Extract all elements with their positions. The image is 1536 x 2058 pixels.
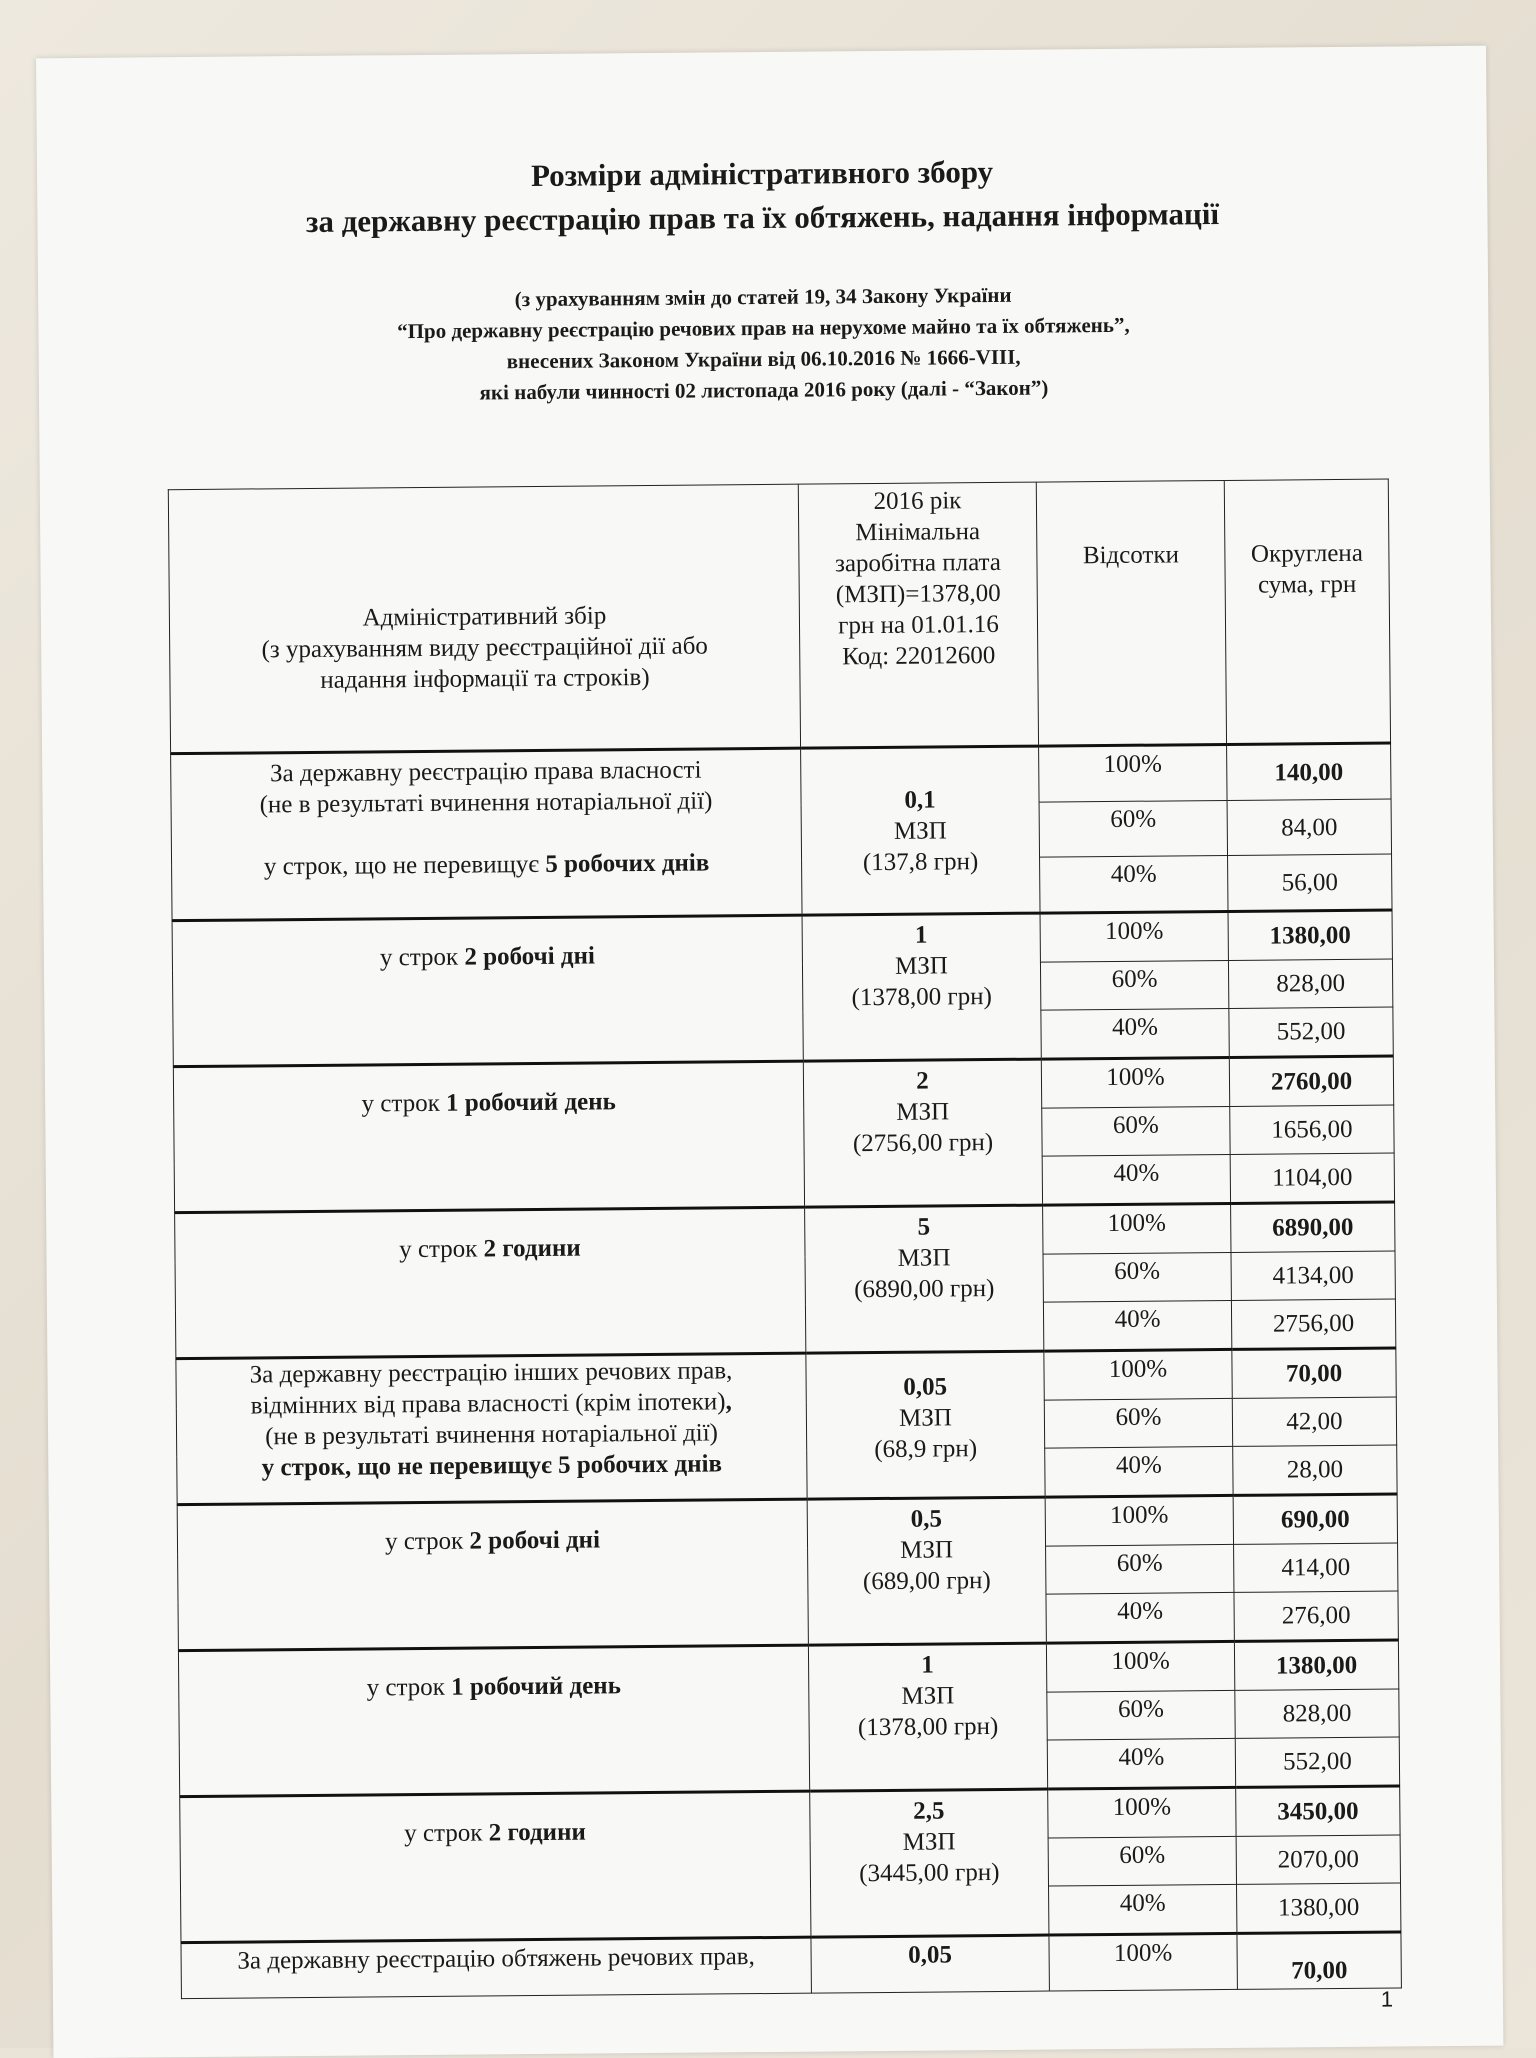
fees-table <box>168 479 1402 2000</box>
mzp-multiplier: 2 <box>916 1067 929 1095</box>
amount-cell: 70,00 <box>1237 1932 1401 1989</box>
percent-cell: 40% <box>1041 1008 1229 1059</box>
description-deadline: 1 робочий день <box>451 1672 621 1701</box>
amount-cell: 1656,00 <box>1230 1105 1394 1154</box>
group-mzp <box>811 1935 1049 1993</box>
percent-cell: 40% <box>1046 1592 1234 1643</box>
amount-cell: 1380,00 <box>1228 910 1392 960</box>
subtitle-line2: “Про державну реєстрацію речових прав на нерухоме майно та їх обтяжень”, <box>397 312 1130 344</box>
amount-cell: 2070,00 <box>1236 1835 1400 1884</box>
header-fee-type-line2: (з урахуванням виду реєстраційної дії або <box>261 631 708 663</box>
group-mzp <box>810 1789 1049 1937</box>
mzp-unit: МЗП <box>897 1244 951 1272</box>
header-min-wage-line5: грн на 01.01.16 <box>838 610 999 640</box>
amount-cell: 84,00 <box>1227 799 1391 855</box>
description-deadline: у строк, що не перевищує 5 робочих днів <box>261 1450 723 1482</box>
header-rounded-sum-line2: сума, грн <box>1257 570 1357 599</box>
document-title-line2: за державну реєстрацію прав та їх обтяжень, надання інформації <box>305 196 1220 239</box>
amount-cell: 4134,00 <box>1231 1251 1395 1300</box>
mzp-multiplier: 0,05 <box>908 1941 953 1969</box>
amount-cell: 3450,00 <box>1236 1786 1400 1836</box>
percent-cell: 60% <box>1046 1544 1234 1594</box>
mzp-multiplier: 5 <box>917 1213 931 1241</box>
description-line: у строк <box>379 943 465 972</box>
amount-cell: 42,00 <box>1232 1397 1396 1446</box>
description-line: За державну реєстрацію обтяжень речових прав, <box>237 1943 755 1975</box>
percent-cell: 60% <box>1044 1398 1232 1448</box>
description-line: у строк <box>384 1527 470 1556</box>
group-description <box>176 1353 807 1504</box>
mzp-amount: (1378,00 грн) <box>851 983 993 1012</box>
subtitle-line1: (з урахуванням змін до статей 19, 34 Закону України <box>514 282 1012 312</box>
amount-cell: 1104,00 <box>1230 1153 1394 1203</box>
percent-cell: 40% <box>1049 1884 1237 1935</box>
mzp-multiplier: 0,1 <box>904 786 936 814</box>
group-description <box>178 1645 809 1796</box>
description-line: у строк <box>366 1673 452 1702</box>
amount-cell: 2756,00 <box>1231 1299 1395 1349</box>
header-fee-type-line1: Адміністративний збір <box>362 601 607 631</box>
page-number: 1 <box>1380 1986 1394 2012</box>
mzp-unit: МЗП <box>894 952 949 980</box>
description-deadline: 2 години <box>483 1234 581 1263</box>
header-min-wage-line6: Код: 22012600 <box>842 641 996 671</box>
header-min-wage-line4: (МЗП)=1378,00 <box>835 579 1001 609</box>
percent-cell: 60% <box>1039 800 1227 857</box>
amount-cell: 140,00 <box>1227 743 1391 800</box>
group-mzp <box>803 1059 1042 1207</box>
percent-cell: 60% <box>1043 1252 1231 1302</box>
header-min-wage-line3: заробітна плата <box>834 548 1002 578</box>
header-rounded-sum <box>1224 479 1390 744</box>
amount-cell: 28,00 <box>1233 1445 1397 1495</box>
mzp-unit: МЗП <box>893 817 947 845</box>
document-page <box>36 46 1503 2058</box>
mzp-amount: (2756,00 грн) <box>852 1129 994 1158</box>
amount-cell: 6890,00 <box>1231 1202 1395 1252</box>
group-description <box>175 1207 806 1358</box>
mzp-unit: МЗП <box>898 1404 952 1432</box>
percent-cell: 40% <box>1043 1300 1231 1351</box>
percent-cell: 100% <box>1049 1933 1237 1991</box>
mzp-amount: (68,9 грн) <box>874 1435 978 1464</box>
amount-cell: 276,00 <box>1234 1591 1398 1641</box>
group-mzp <box>807 1497 1046 1645</box>
percent-cell: 100% <box>1043 1203 1231 1254</box>
percent-cell: 100% <box>1044 1349 1232 1400</box>
description-line: За державну реєстрацію права власності <box>269 756 702 788</box>
amount-cell: 1380,00 <box>1237 1883 1401 1933</box>
amount-cell: 56,00 <box>1228 854 1392 911</box>
description-line: у строк <box>361 1089 447 1118</box>
percent-cell: 60% <box>1042 1106 1230 1156</box>
header-percent-label: Відсотки <box>1082 541 1180 570</box>
percent-cell: 100% <box>1048 1787 1236 1838</box>
description-line: у строк <box>404 1819 489 1848</box>
amount-cell: 552,00 <box>1229 1007 1393 1057</box>
percent-cell: 60% <box>1047 1690 1235 1740</box>
description-deadline: 5 робочих днів <box>545 849 710 878</box>
document-title-line1: Розміри адміністративного збору <box>530 153 994 194</box>
description-line: у строк, що не перевищує <box>263 850 546 881</box>
percent-cell: 100% <box>1040 911 1228 962</box>
header-min-wage-line1: 2016 рік <box>873 487 962 516</box>
header-percent <box>1036 480 1226 746</box>
percent-cell: 40% <box>1045 1446 1233 1497</box>
group-description <box>172 915 803 1066</box>
group-description <box>171 748 802 920</box>
percent-cell: 40% <box>1040 855 1228 913</box>
group-description <box>180 1791 811 1942</box>
description-punctuation: , <box>725 1388 732 1416</box>
mzp-unit: МЗП <box>896 1098 950 1126</box>
mzp-multiplier: 1 <box>914 921 928 949</box>
table-row <box>181 1932 1401 1999</box>
percent-cell: 100% <box>1041 1057 1229 1108</box>
header-min-wage <box>798 482 1038 748</box>
description-line: у строк <box>399 1235 484 1264</box>
group-description <box>173 1061 804 1212</box>
description-line: (не в результаті вчинення нотаріальної дії) <box>265 1419 719 1451</box>
mzp-unit: МЗП <box>901 1682 955 1710</box>
mzp-amount: (689,00 грн) <box>862 1567 991 1596</box>
percent-cell: 100% <box>1046 1641 1234 1692</box>
amount-cell: 2760,00 <box>1229 1056 1393 1106</box>
group-description <box>181 1937 811 1998</box>
amount-cell: 1380,00 <box>1234 1640 1398 1690</box>
amount-cell: 414,00 <box>1234 1543 1398 1592</box>
description-line: відмінних від права власності (крім іпотеки) <box>250 1388 726 1420</box>
amount-cell: 690,00 <box>1233 1494 1397 1544</box>
group-mzp <box>806 1351 1045 1499</box>
group-description <box>177 1499 808 1650</box>
group-mzp <box>808 1643 1047 1791</box>
mzp-amount: (137,8 грн) <box>862 848 979 877</box>
percent-cell: 100% <box>1039 744 1227 802</box>
amount-cell: 828,00 <box>1228 959 1392 1008</box>
percent-cell: 40% <box>1042 1154 1230 1205</box>
mzp-multiplier: 0,05 <box>903 1373 948 1401</box>
description-deadline: 2 робочі дні <box>464 942 595 971</box>
amount-cell: 552,00 <box>1235 1737 1399 1787</box>
header-rounded-sum-line1: Округлена <box>1250 539 1363 568</box>
mzp-unit: МЗП <box>902 1828 956 1856</box>
mzp-multiplier: 2,5 <box>913 1797 945 1825</box>
amount-cell: 828,00 <box>1235 1689 1399 1738</box>
percent-cell: 100% <box>1045 1495 1233 1546</box>
mzp-multiplier: 0,5 <box>910 1505 943 1533</box>
header-fee-type <box>168 484 800 753</box>
subtitle-line3: внесених Законом України від 06.10.2016 № 1666-VIII, <box>506 344 1021 374</box>
group-mzp <box>802 913 1041 1061</box>
mzp-unit: МЗП <box>900 1536 954 1564</box>
header-min-wage-line2: Мінімальна <box>855 518 981 547</box>
percent-cell: 40% <box>1047 1738 1235 1789</box>
subtitle-line4: які набули чинності 02 листопада 2016 року (далі - “Закон”) <box>479 375 1049 405</box>
table-header-row <box>168 479 1390 754</box>
group-mzp <box>805 1205 1044 1353</box>
header-fee-type-line3: надання інформації та строків) <box>320 663 650 694</box>
description-line: (не в результаті вчинення нотаріальної дії) <box>259 787 713 819</box>
mzp-amount: (3445,00 грн) <box>859 1858 1000 1888</box>
description-deadline: 2 години <box>488 1818 586 1847</box>
mzp-amount: (6890,00 грн) <box>854 1275 995 1304</box>
description-deadline: 2 робочі дні <box>469 1526 601 1555</box>
percent-cell: 60% <box>1048 1836 1236 1886</box>
description-deadline: 1 робочий день <box>445 1088 616 1117</box>
amount-cell: 70,00 <box>1232 1348 1396 1398</box>
mzp-multiplier: 1 <box>921 1651 934 1679</box>
group-mzp <box>801 746 1040 915</box>
percent-cell: 60% <box>1040 960 1228 1010</box>
description-line: За державну реєстрацію інших речових прав, <box>249 1357 733 1389</box>
mzp-amount: (1378,00 грн) <box>857 1712 999 1742</box>
